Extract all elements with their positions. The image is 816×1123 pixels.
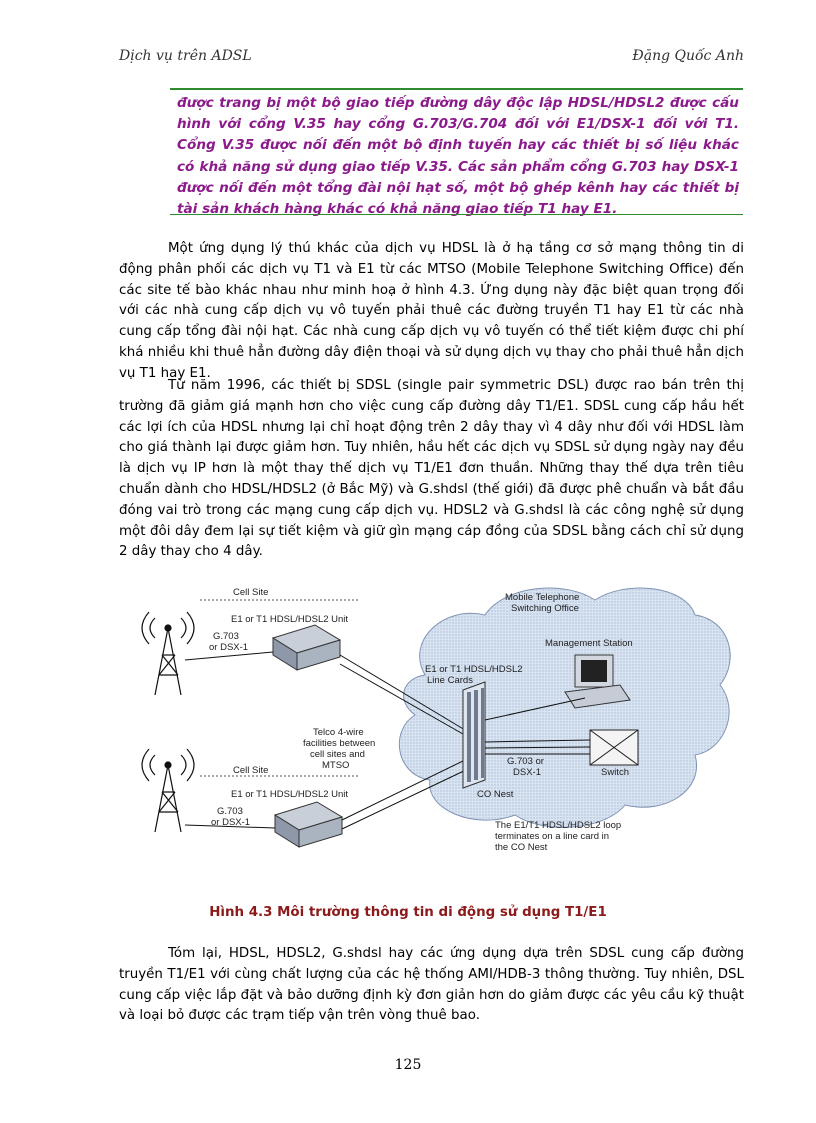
label-switch: Switch — [601, 767, 629, 778]
label-g703-bottom-1: G.703 — [217, 806, 243, 817]
label-mtso-1: Mobile Telephone — [505, 592, 580, 603]
label-g703-top-2: or DSX-1 — [209, 642, 249, 653]
cell-tower-top-icon — [142, 612, 194, 695]
page-number: 125 — [394, 1057, 422, 1073]
label-linecards-2: Line Cards — [427, 675, 473, 686]
label-loop-3: the CO Nest — [495, 842, 548, 853]
note-top-rule — [170, 88, 743, 90]
label-telco-2: facilities between — [303, 738, 376, 749]
header-left: Dịch vụ trên ADSL — [119, 48, 252, 64]
cell-tower-bottom-icon — [142, 749, 194, 832]
label-cell-site-top: Cell Site — [233, 587, 269, 598]
paragraph-1 — [119, 239, 744, 385]
label-g703-mid-1: G.703 or — [507, 756, 544, 767]
figure-network-diagram — [125, 580, 740, 860]
hdsl-unit-top-icon — [273, 625, 340, 670]
co-nest-rack-icon — [463, 682, 485, 788]
label-cell-site-bottom: Cell Site — [233, 765, 269, 776]
label-mtso-2: Switching Office — [511, 603, 579, 614]
paragraph-3-text: Tóm lại, HDSL, HDSL2, G.shdsl hay các ứng dụng dựa trên SDSL cung cấp đường truyền T1/E1 với cùng chất lượng của các hệ thống AMI/HDB-3 thông thường. Tuy nhiên, DSL cung cấp việc lắp đặt và bảo dưỡng định kỳ đơn giản hơn do giảm được các yêu cầu kỹ thuật và loại bỏ được các trạm tiếp vận trên vòng thuê bao. — [119, 946, 744, 1024]
note-bottom-rule — [170, 214, 743, 215]
label-g703-bottom-2: or DSX-1 — [211, 817, 251, 828]
mtso-cloud — [399, 588, 730, 827]
paragraph-3 — [119, 944, 744, 1027]
note-box-text: được trang bị một bộ giao tiếp đường dây độc lập HDSL/HDSL2 được cấu hình với cổng V.35 hay cổng G.703/G.704 đối với E1/DSX-1 đối với T1. Cổng V.35 được nối đến một bộ định tuyến hay các thiết bị số liệu khác có khả năng sử dụng giao tiếp V.35. Các sản phẩm cổng G.703 hay DSX-1 được nối đến một tổng đài nội hạt số, một bộ ghép kênh hay các thiết bị tài sản khách hàng khác có khả năng giao tiếp T1 hay E1. — [177, 95, 739, 218]
label-telco-1: Telco 4-wire — [313, 727, 364, 738]
paragraph-2 — [119, 376, 744, 563]
label-g703-top-1: G.703 — [213, 631, 239, 642]
label-telco-3: cell sites and — [310, 749, 365, 760]
label-loop-1: The E1/T1 HDSL/HDSL2 loop — [495, 820, 622, 831]
label-linecards-1: E1 or T1 HDSL/HDSL2 — [425, 664, 523, 675]
label-telco-4: MTSO — [322, 760, 350, 771]
label-unit-bottom: E1 or T1 HDSL/HDSL2 Unit — [231, 789, 349, 800]
paragraph-1-text: Một ứng dụng lý thú khác của dịch vụ HDSL là ở hạ tầng cơ sở mạng thông tin di động phân phối các dịch vụ T1 và E1 từ các MTSO (Mobile Telephone Switching Office) đến các site tế bào khác nhau như minh hoạ ở hình 4.3. Ứng dụng này đặc biệt quan trọng đối với các nhà cung cấp dịch vụ vô tuyến phải thuê các đường truyền T1 hay E1 từ các nhà cung cấp tổng đài nội hạt. Các nhà cung cấp dịch vụ vô tuyến có thể tiết kiệm được chi phí khá nhiều khi thuê hẳn đường dây điện thoại và sử dụng dịch vụ thay cho phải thuê hẳn dịch vụ T1 hay E1. — [119, 241, 744, 381]
label-g703-mid-2: DSX-1 — [513, 767, 541, 778]
label-loop-2: terminates on a line card in — [495, 831, 610, 842]
paragraph-2-text: Từ năm 1996, các thiết bị SDSL (single pair symmetric DSL) được rao bán trên thị trường đã giảm giá mạnh hơn cho việc cung cấp đường dây T1/E1. SDSL cung cấp hầu hết các lợi ích của HDSL nhưng lại chỉ hoạt động trên 2 dây thay vì 4 dây như đối với HDSL làm cho giá thành lại được giảm hơn. Tuy nhiên, hầu hết các dịch vụ SDSL sử dụng ngày nay đều là dịch vụ IP hơn là một thay thế dịch vụ T1/E1 đơn thuần. Những thay thế dựa trên tiêu chuẩn dành cho HDSL/HDSL2 (ở Bắc Mỹ) và G.shdsl (thế giới) đã được phê chuẩn và bắt đầu đóng vai trò trong các mạng cung cấp dịch vụ. HDSL2 và G.shdsl là các công nghệ sử dụng một đôi dây đem lại sự tiết kiệm và giữ gìn mạng cáp đồng của SDSL bằng cách chỉ sử dụng 2 dây thay cho 4 dây. — [119, 378, 744, 560]
figure-caption: Hình 4.3 Môi trường thông tin di động sử dụng T1/E1 — [209, 905, 607, 920]
label-unit-top: E1 or T1 HDSL/HDSL2 Unit — [231, 614, 349, 625]
header-right: Đặng Quốc Anh — [632, 48, 744, 64]
label-co-nest: CO Nest — [477, 789, 514, 800]
hdsl-unit-bottom-icon — [275, 802, 342, 847]
label-mgmt: Management Station — [545, 638, 633, 649]
switch-icon — [590, 730, 638, 765]
